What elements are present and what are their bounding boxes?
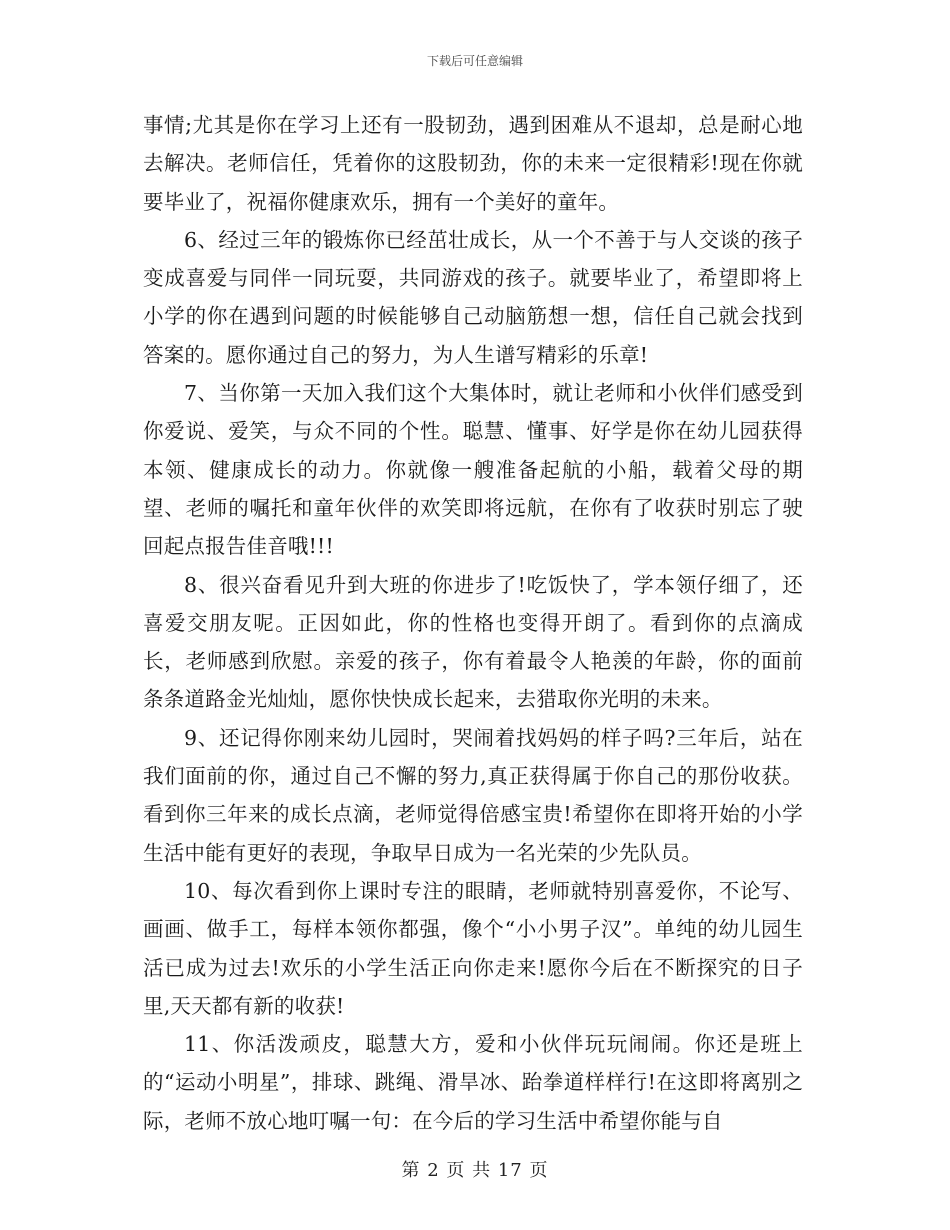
paragraph-10: 10、每次看到你上课时专注的眼睛，老师就特别喜爱你，不论写、画画、做手工，每样本领你都强，像个“小小男子汉”。单纯的幼儿园生活已成为过去!欢乐的小学生活正向你走来!愿你今后在不断探究的日子里,天天都有新的收获! xyxy=(143,878,803,1018)
page-footer: 第 2 页 共 17 页 xyxy=(401,1160,549,1181)
paragraph-6: 6、经过三年的锻炼你已经茁壮成长，从一个不善于与人交谈的孩子变成喜爱与同伴一同玩耍，共同游戏的孩子。就要毕业了，希望即将上小学的你在遇到问题的时候能够自己动脑筋想一想，信任自己就会找到答案的。愿你通过自己的努力，为人生谱写精彩的乐章! xyxy=(143,227,803,367)
paragraph-9: 9、还记得你刚来幼儿园时，哭闹着找妈妈的样子吗?三年后，站在我们面前的你，通过自己不懈的努力,真正获得属于你自己的那份收获。看到你三年来的成长点滴，老师觉得倍感宝贵!希望你在即将开始的小学生活中能有更好的表现，争取早日成为一名光荣的少先队员。 xyxy=(143,725,803,865)
paragraph-7: 7、当你第一天加入我们这个大集体时，就让老师和小伙伴们感受到你爱说、爱笑，与众不同的个性。聪慧、懂事、好学是你在幼儿园获得本领、健康成长的动力。你就像一艘准备起航的小船，载着父母的期望、老师的嘱托和童年伙伴的欢笑即将远航，在你有了收获时别忘了驶回起点报告佳音哦!!! xyxy=(143,381,803,559)
page-header: 下载后可任意编辑 xyxy=(426,54,523,68)
document-body xyxy=(143,106,803,1140)
paragraph-8: 8、很兴奋看见升到大班的你进步了!吃饭快了，学本领仔细了，还喜爱交朋友呢。正因如此，你的性格也变得开朗了。看到你的点滴成长，老师感到欣慰。亲爱的孩子，你有着最令人艳羡的年龄，你的面前条条道路金光灿灿，愿你快快成长起来，去猎取你光明的未来。 xyxy=(143,572,803,712)
paragraph-11: 11、你活泼顽皮，聪慧大方，爱和小伙伴玩玩闹闹。你还是班上的“运动小明星”，排球、跳绳、滑旱冰、跆拳道样样行!在这即将离别之际，老师不放心地叮嘱一句：在今后的学习生活中希望你能与自 xyxy=(143,1032,803,1133)
paragraph-continuation: 事情;尤其是你在学习上还有一股韧劲，遇到困难从不退却，总是耐心地去解决。老师信任，凭着你的这股韧劲，你的未来一定很精彩!现在你就要毕业了，祝福你健康欢乐，拥有一个美好的童年。 xyxy=(143,113,803,214)
